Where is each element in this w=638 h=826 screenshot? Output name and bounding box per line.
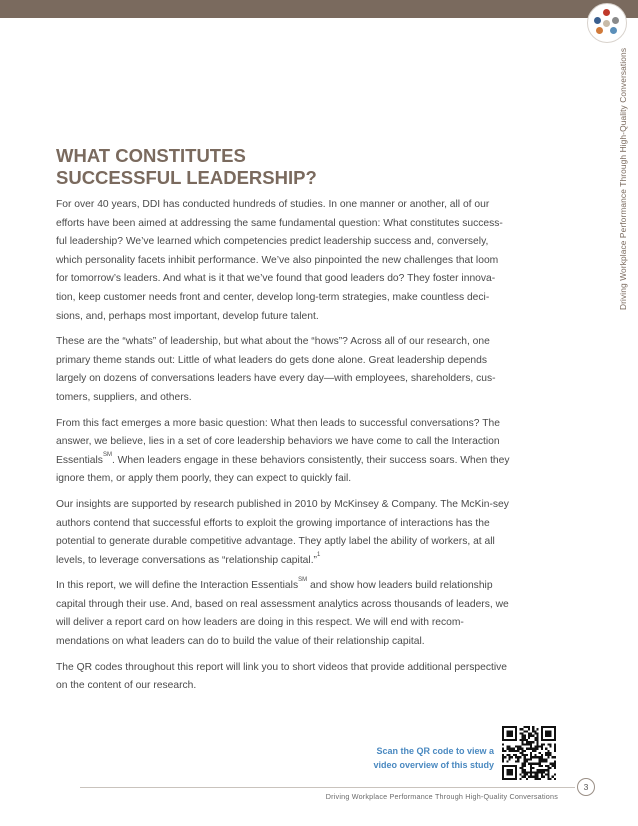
paragraph-4-text: Our insights are supported by research published in 2010 by McKinsey & Company. The McKin-sey authors contend that successful efforts to exploit the growing importance of interactions has the potential to generate durable competitive advantage. They aptly label the ability of workers, at all levels, to leverage conversations as “relationship capital.”	[56, 498, 509, 566]
paragraph-5-text-b: and show how leaders build relationship capital through their use. And, based on real assessment analytics across thousands of leaders, we will deliver a report card on how leaders are doing in this respect. We will end with recom-mendations on what leaders can do to build the value of their relationship capital.	[56, 580, 509, 648]
paragraph-6: The QR codes throughout this report will link you to short videos that provide additional perspective on the content of our research.	[56, 661, 508, 692]
page-heading	[56, 145, 516, 189]
logo-dot	[596, 27, 603, 34]
paragraph-1: For over 40 years, DDI has conducted hundreds of studies. In one manner or another, all of our efforts have been aimed at addressing the same fundamental question: What constitutes success-ful leadership? We’ve learned which competencies predict leadership success and, conversely, which personality facets inhibit performance. We’ve also pinpointed the new challenges that loom for tomorrow’s leaders. And what is it that we’ve found that good leaders do? They foster innova-tion, keep customer needs front and center, develop long-term strategies, make countless deci-sions, and, perhaps most important, develop future talent.	[56, 199, 503, 322]
paragraph-3-text-b: . When leaders engage in these behaviors consistently, their success soars. When they ignore them, or apply them poorly, they can expect to quickly fail.	[56, 454, 510, 485]
body-text	[56, 196, 510, 703]
service-mark: SM	[102, 451, 112, 458]
qr-caption-line-1: Scan the QR code to view a	[376, 746, 494, 756]
heading-line-1: WHAT CONSTITUTES	[56, 145, 246, 166]
qr-code-icon[interactable]	[502, 726, 556, 780]
logo-dot	[612, 17, 619, 24]
service-mark: SM	[298, 577, 308, 584]
footer-running-title: Driving Workplace Performance Through High-Quality Conversations	[325, 792, 558, 801]
paragraph-5-text-a: In this report, we will define the Interaction Essentials	[56, 580, 299, 592]
footer-rule	[80, 787, 575, 788]
ddi-logo-icon	[587, 3, 627, 43]
qr-caption	[340, 744, 494, 772]
qr-caption-line-2: video overview of this study	[373, 760, 494, 770]
logo-dot	[603, 9, 610, 16]
footnote-marker: 1	[317, 551, 321, 558]
paragraph-4	[56, 496, 510, 570]
paragraph-5	[56, 577, 510, 651]
paragraph-3	[56, 415, 510, 489]
logo-dot	[603, 20, 610, 27]
vertical-running-title: Driving Workplace Performance Through High-Quality Conversations	[618, 47, 628, 310]
paragraph-3-text-a: From this fact emerges a more basic question: What then leads to successful conversations? The answer, we believe, lies in a set of core leadership behaviors we have come to call the Interaction Essentials	[56, 417, 500, 466]
page-number: 3	[577, 778, 595, 796]
logo-dot	[594, 17, 601, 24]
logo-dot	[610, 27, 617, 34]
paragraph-2: These are the “whats” of leadership, but what about the “hows”? Across all of our research, one primary theme stands out: Little of what leaders do gets done alone. Great leadership depends largely on dozens of conversations leaders have every day—with employees, shareholders, cus-tomers, suppliers, and others.	[56, 336, 496, 403]
heading-line-2: SUCCESSFUL LEADERSHIP?	[56, 167, 317, 188]
top-bar	[0, 0, 638, 18]
